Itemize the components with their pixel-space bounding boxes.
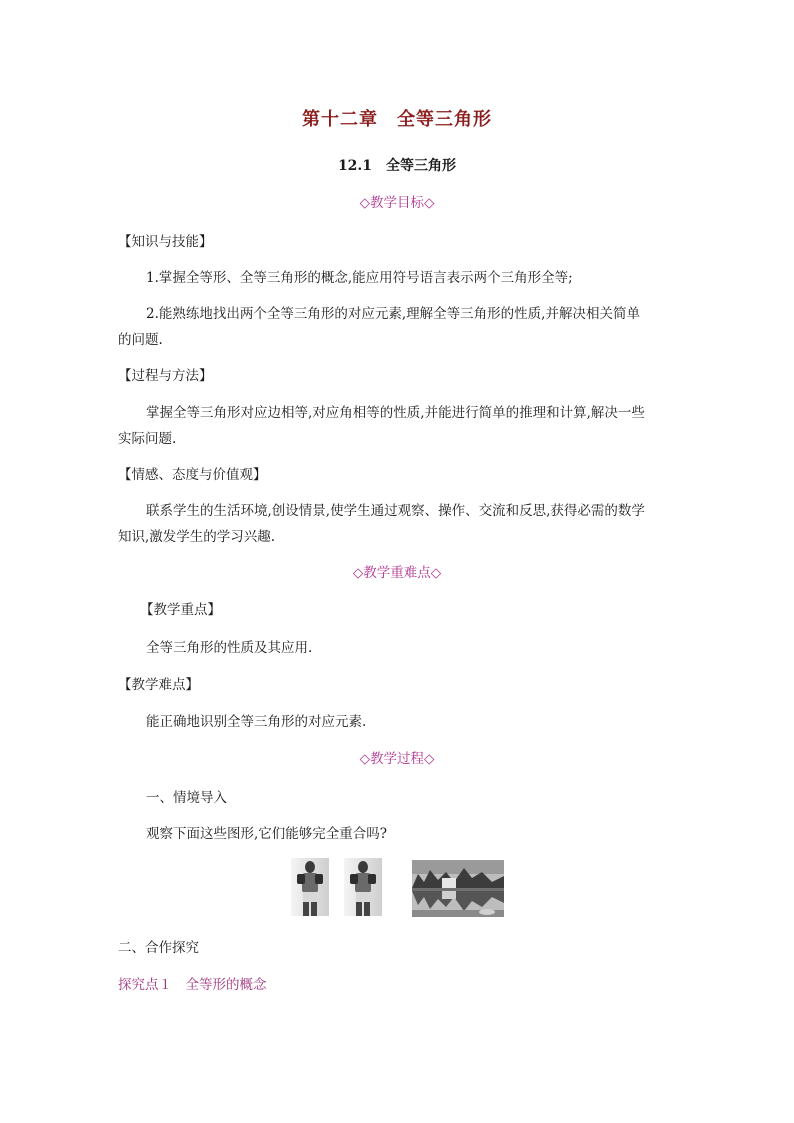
- section-title: 12.1 全等三角形: [337, 158, 457, 174]
- teaching-process-heading: ◇教学过程◇: [359, 751, 435, 767]
- step1-heading: 一、情境导入: [146, 790, 227, 806]
- knowledge-item-1: 1.掌握全等形、全等三角形的概念,能应用符号语言表示两个三角形全等;: [146, 270, 573, 286]
- goals-heading: ◇教学目标◇: [359, 195, 435, 211]
- person-photo-1: [291, 858, 329, 916]
- process-line-1: 掌握全等三角形对应边相等,对应角相等的性质,并能进行简单的推理和计算,解决一些: [146, 405, 645, 421]
- knowledge-heading: 【知识与技能】: [118, 234, 213, 250]
- difficulty-heading: 【教学难点】: [118, 677, 199, 693]
- explore-point-1-heading: 探究点１ 全等形的概念: [118, 977, 267, 993]
- process-heading: 【过程与方法】: [118, 368, 213, 384]
- step1-text: 观察下面这些图形,它们能够完全重合吗?: [146, 826, 388, 842]
- key-difficulty-heading: ◇教学重难点◇: [352, 565, 442, 581]
- knowledge-item-2-line2: 的问题.: [118, 332, 163, 348]
- emotion-line-1: 联系学生的生活环境,创设情景,使学生通过观察、操作、交流和反思,获得必需的数学: [146, 503, 645, 519]
- person-photo-2: [344, 858, 382, 916]
- landscape-reflection-photo: [412, 860, 504, 917]
- knowledge-item-2-line1: 2.能熟练地找出两个全等三角形的对应元素,理解全等三角形的性质,并解决相关简单: [146, 306, 640, 322]
- chapter-title: 第十二章 全等三角形: [302, 109, 492, 130]
- key-heading: 【教学重点】: [140, 602, 221, 618]
- step2-heading: 二、合作探究: [118, 940, 199, 956]
- process-line-2: 实际问题.: [118, 431, 177, 447]
- key-text: 全等三角形的性质及其应用.: [146, 640, 313, 656]
- emotion-heading: 【情感、态度与价值观】: [118, 467, 267, 483]
- difficulty-text: 能正确地识别全等三角形的对应元素.: [146, 714, 367, 730]
- emotion-line-2: 知识,激发学生的学习兴趣.: [118, 529, 276, 545]
